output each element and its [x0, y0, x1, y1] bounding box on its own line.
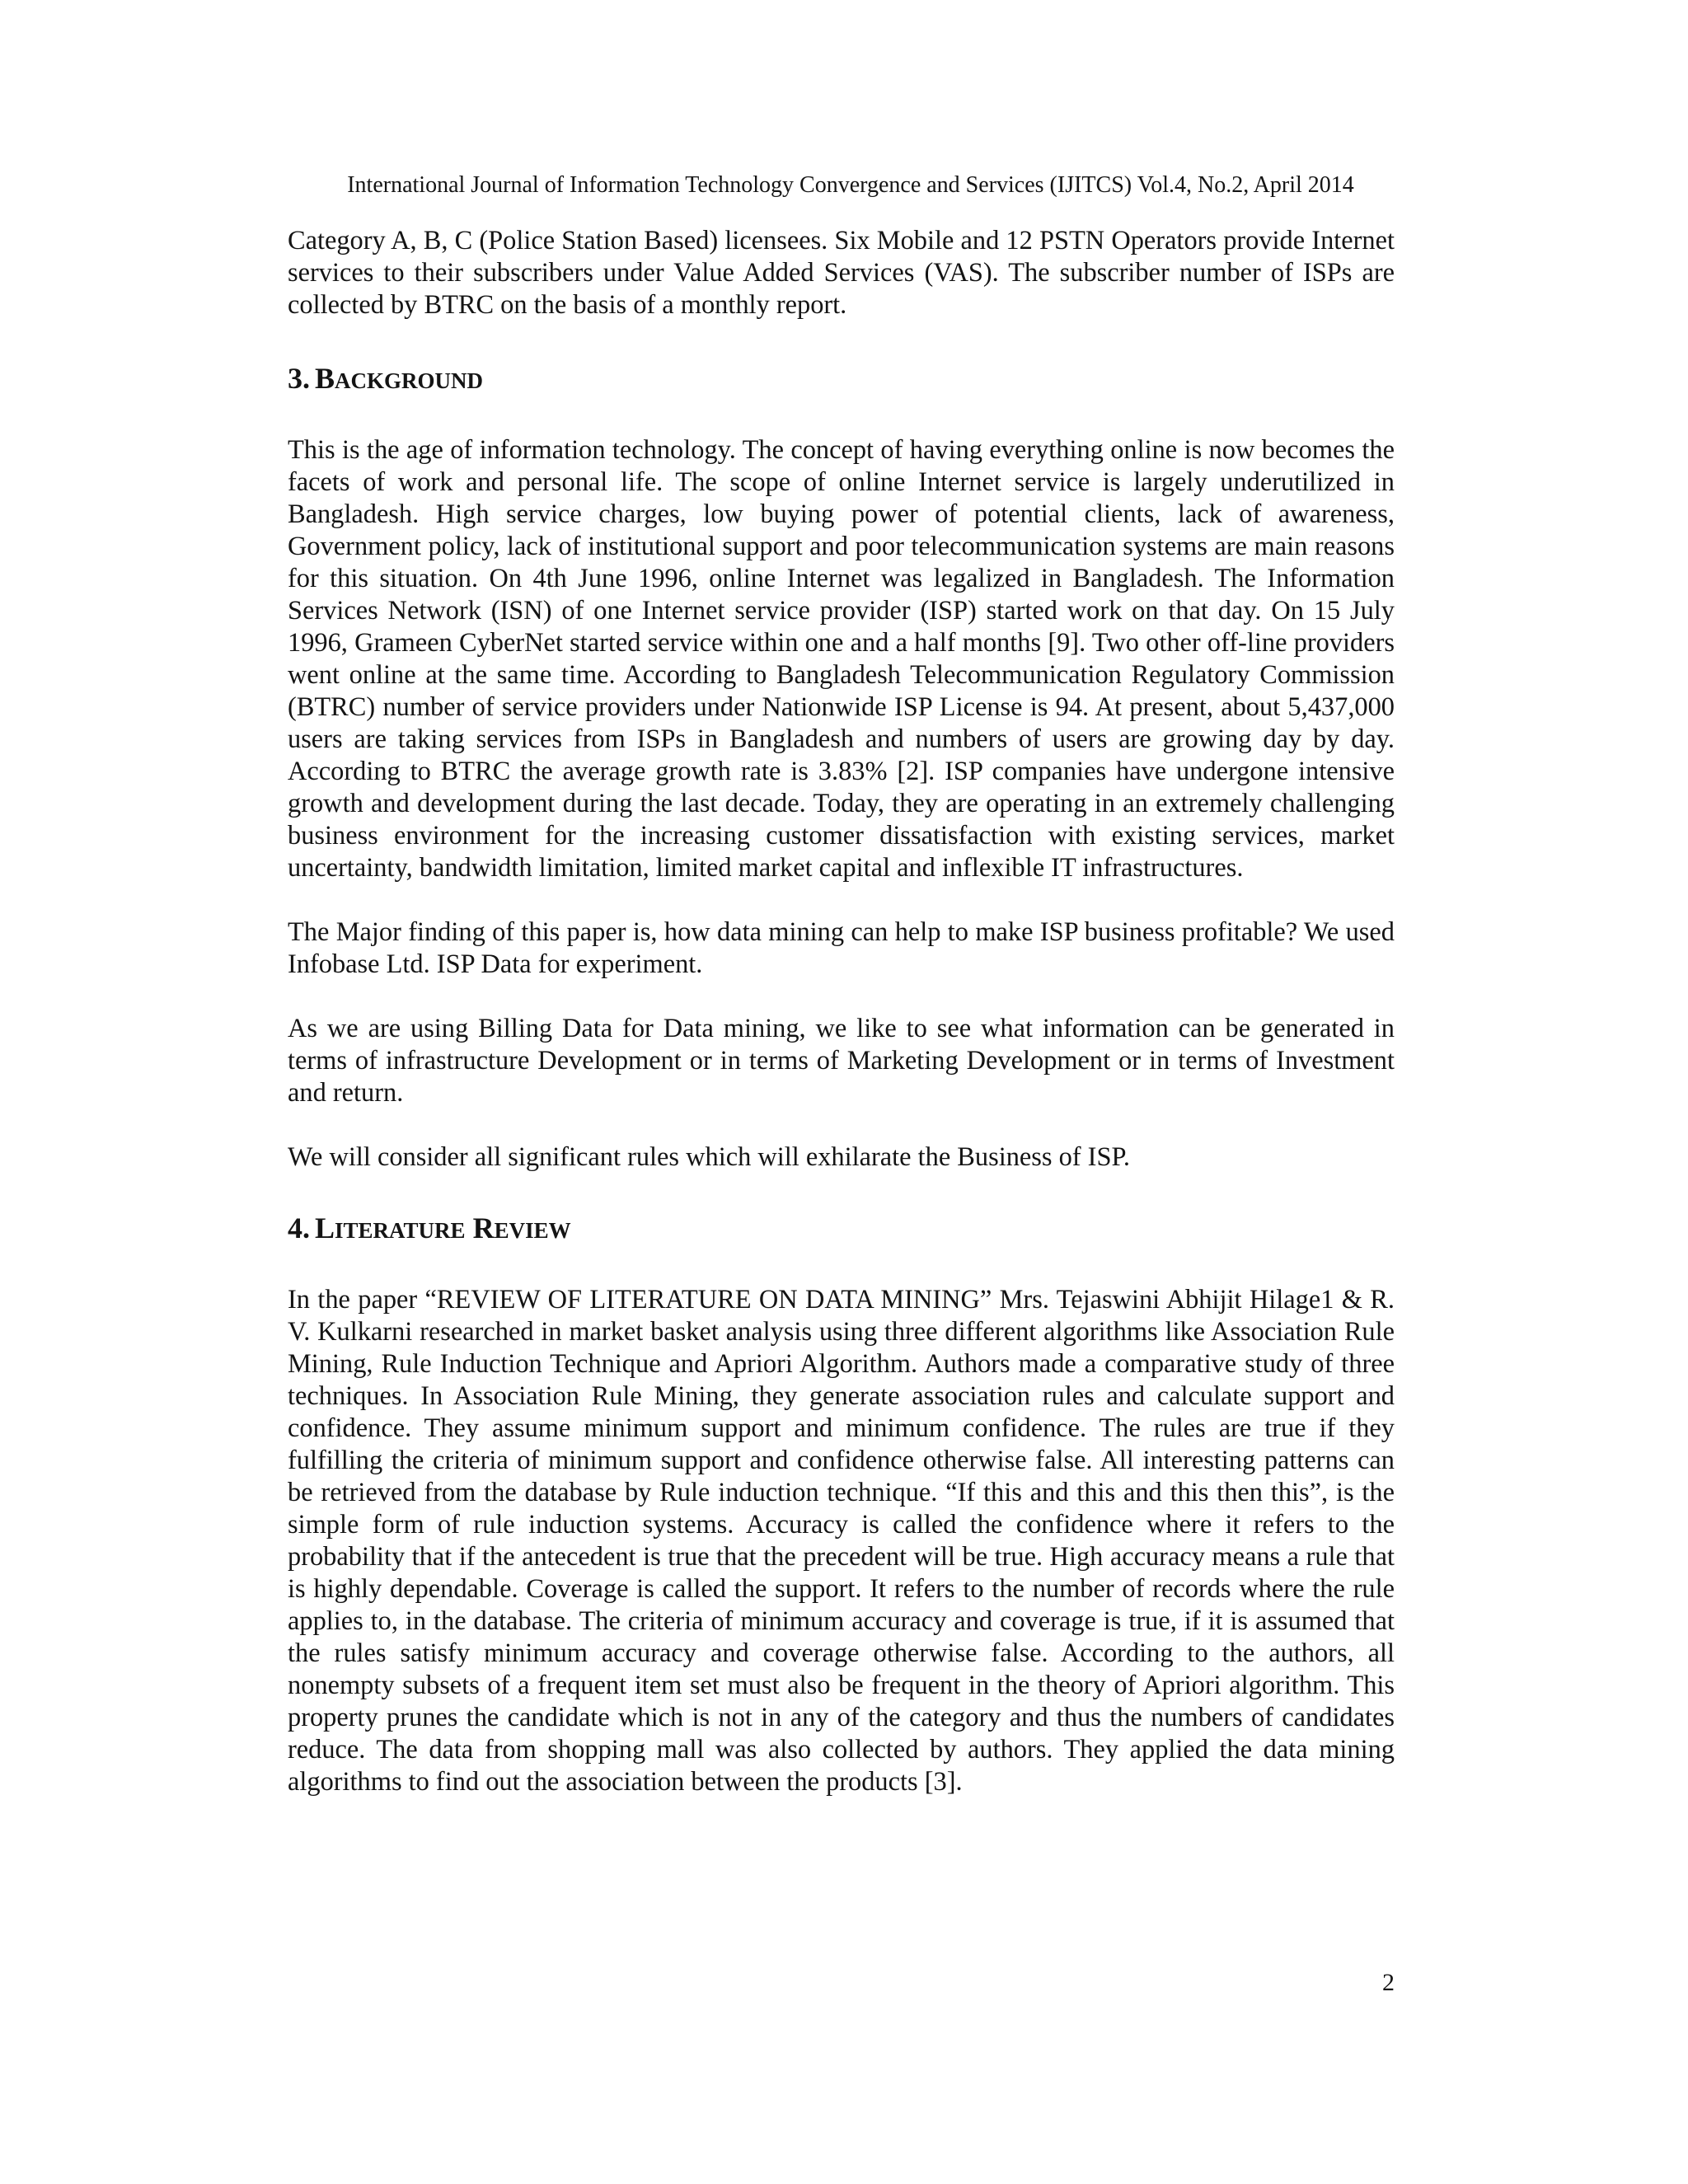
- section-number: 4.: [288, 1212, 310, 1244]
- body-paragraph: As we are using Billing Data for Data mining, we like to see what information can be generated in terms of infrastructure Development or in terms of Marketing Development or in terms of Investment and return.: [288, 1014, 1395, 1108]
- heading-initial: L: [315, 1212, 335, 1244]
- body-paragraph: We will consider all significant rules which will exhilarate the Business of ISP.: [288, 1142, 1130, 1172]
- running-header: International Journal of Information Technology Convergence and Services (IJITCS) Vol.4, No.2, April 2014: [347, 172, 1354, 198]
- body-paragraph: This is the age of information technology. The concept of having everything online is now becomes the facets of work and personal life. The scope of online Internet service is largely underutilized in Bangladesh. High service charges, low buying power of potential clients, lack of awareness, Government policy, lack of institutional support and poor telecommunication systems are main reasons for this situation. On 4th June 1996, online Internet was legalized in Bangladesh. The Information Services Network (ISN) of one Internet service provider (ISP) started work on that day. On 15 July 1996, Grameen CyberNet started service within one and a half months [9]. Two other off-line providers went online at the same time. According to Bangladesh Telecommunication Regulatory Commission (BTRC) number of service providers under Nationwide ISP License is 94. At present, about 5,437,000 users are taking services from ISPs in Bangladesh and numbers of users are growing day by day. According to BTRC the average growth rate is 3.83% [2]. ISP companies have undergone intensive growth and development during the last decade. Today, they are operating in an extremely challenging business environment for the increasing customer dissatisfaction with existing services, market uncertainty, bandwidth limitation, limited market capital and inflexible IT infrastructures.: [288, 435, 1395, 883]
- page-body: [288, 225, 1395, 1798]
- heading-initial: R: [472, 1212, 495, 1244]
- section-heading-literature-review: [288, 1212, 1395, 1247]
- section-number: 3.: [288, 362, 310, 395]
- body-paragraph: The Major finding of this paper is, how data mining can help to make ISP business profitable? We used Infobase Ltd. ISP Data for experiment.: [288, 917, 1395, 979]
- heading-small-caps: ACKGROUND: [335, 368, 484, 393]
- page-number: 2: [1382, 1969, 1395, 1996]
- heading-initial: B: [315, 362, 335, 395]
- body-paragraph-intro: Category A, B, C (Police Station Based) licensees. Six Mobile and 12 PSTN Operators provide Internet services to their subscribers under Value Added Services (VAS). The subscriber number of ISPs are collected by BTRC on the basis of a monthly report.: [288, 226, 1395, 320]
- heading-small-caps: EVIEW: [494, 1218, 571, 1243]
- heading-small-caps: ITERATURE: [335, 1218, 466, 1243]
- body-paragraph: In the paper “REVIEW OF LITERATURE ON DATA MINING” Mrs. Tejaswini Abhijit Hilage1 & R. V. Kulkarni researched in market basket analysis using three different algorithms like Association Rule Mining, Rule Induction Technique and Apriori Algorithm. Authors made a comparative study of three techniques. In Association Rule Mining, they generate association rules and calculate support and confidence. They assume minimum support and minimum confidence. The rules are true if they fulfilling the criteria of minimum support and confidence otherwise false. All interesting patterns can be retrieved from the database by Rule induction technique. “If this and this and this then this”, is the simple form of rule induction systems. Accuracy is called the confidence where it refers to the probability that if the antecedent is true that the precedent will be true. High accuracy means a rule that is highly dependable. Coverage is called the support. It refers to the number of records where the rule applies to, in the database. The criteria of minimum accuracy and coverage is true, if it is assumed that the rules satisfy minimum accuracy and coverage otherwise false. According to the authors, all nonempty subsets of a frequent item set must also be frequent in the theory of Apriori algorithm. This property prunes the candidate which is not in any of the category and thus the numbers of candidates reduce. The data from shopping mall was also collected by authors. They applied the data mining algorithms to find out the association between the products [3].: [288, 1285, 1395, 1797]
- section-heading-background: [288, 362, 1395, 397]
